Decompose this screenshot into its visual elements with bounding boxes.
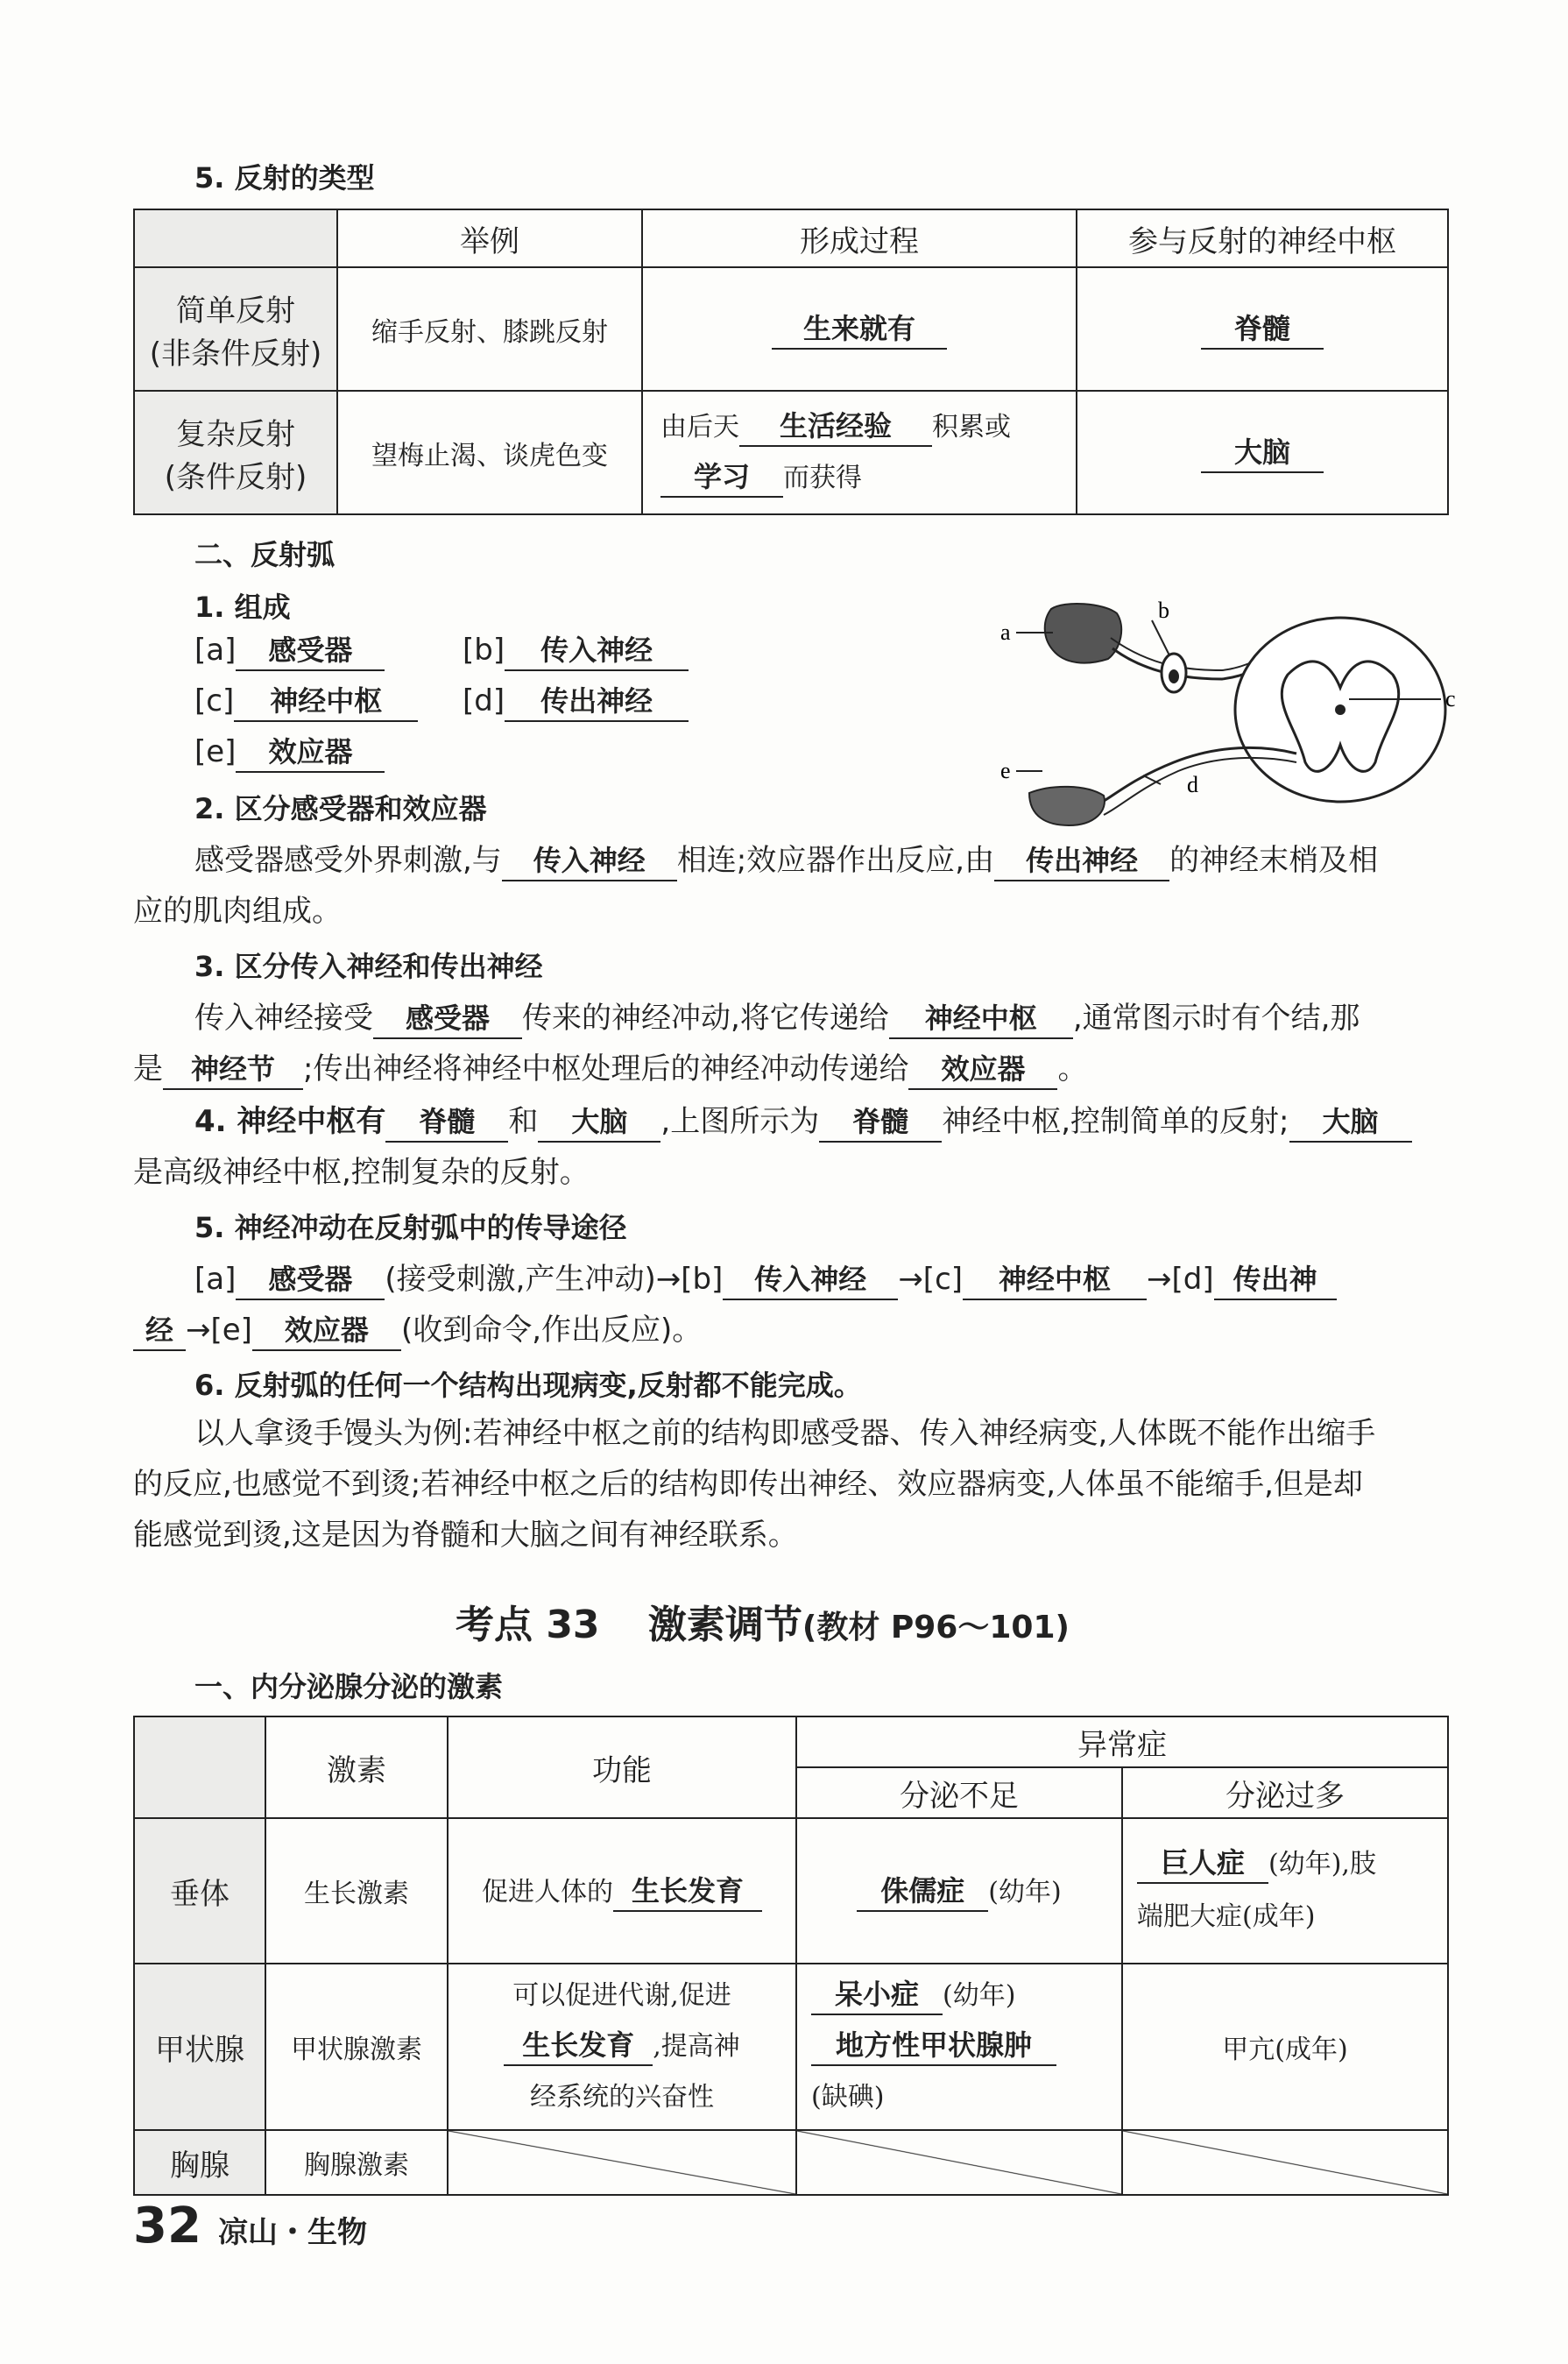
label: [b]: [463, 633, 505, 668]
section-title: 5. 反射的类型: [194, 161, 375, 195]
label: [d]: [463, 683, 505, 718]
gland-thyroid: 甲状腺: [134, 1964, 265, 2130]
hormone-cell: 胸腺激素: [265, 2130, 448, 2195]
text: ,上图所示为: [660, 1104, 820, 1139]
textbook-ref: (教材 P96～101): [802, 1610, 1070, 1646]
text: 是: [133, 1051, 163, 1086]
answer: 大脑: [1289, 1102, 1412, 1143]
answer: 效应器: [252, 1311, 401, 1351]
text: 相连;效应器作出反应,由: [676, 843, 995, 878]
footer: [133, 2198, 367, 2254]
paragraph: [194, 1095, 1412, 1148]
header-example: 举例: [337, 209, 642, 267]
example-cell: 望梅止渴、谈虎色变: [337, 391, 642, 514]
paragraph: 能感觉到烫,这是因为脊髓和大脑之间有神经联系。: [133, 1518, 798, 1553]
answer: 学习: [660, 457, 783, 498]
receptor-skin: [1045, 604, 1121, 663]
diagram-label-d: d: [1187, 772, 1198, 797]
answer: 传入神经: [502, 841, 677, 881]
text: 神经中枢,控制简单的反射;: [942, 1104, 1289, 1139]
answer: 传出神经: [505, 682, 689, 722]
type-name: 复杂反射: [176, 416, 295, 452]
answer: 脊髓: [1201, 309, 1324, 350]
row-type-simple: [134, 267, 337, 391]
component-c: [194, 675, 418, 727]
subsection-title: 6. 反射弧的任何一个结构出现病变,反射都不能完成。: [194, 1369, 862, 1402]
function-cell: [448, 1964, 796, 2130]
text: ,提高神: [653, 2031, 740, 2062]
text: 经系统的兴奋性: [530, 2082, 714, 2113]
paragraph: [194, 1253, 1337, 1306]
header-high: 分泌过多: [1122, 1767, 1448, 1818]
pointer-b: [1152, 620, 1169, 655]
book-name: 凉山・生物: [218, 2215, 368, 2250]
diagonal-cell: [796, 2130, 1122, 2195]
label: [a]: [194, 633, 237, 668]
answer: 神经中枢: [963, 1260, 1147, 1300]
subsection-title: 3. 区分传入神经和传出神经: [194, 950, 543, 983]
diagonal-cell: [448, 2130, 796, 2195]
hormone-table: [133, 1716, 1449, 2196]
section-heading: 二、反射弧: [194, 538, 335, 571]
answer: 巨人症: [1137, 1844, 1268, 1884]
diagram-label-b: b: [1158, 598, 1169, 623]
answer: 神经中枢: [889, 999, 1073, 1039]
component-d: [463, 675, 689, 727]
low-cell: [796, 1818, 1122, 1964]
diagonal-cell: [1122, 2130, 1448, 2195]
text: →[e]: [186, 1313, 252, 1348]
subsection-title: 1. 组成: [194, 591, 291, 624]
hormone-cell: 生长激素: [265, 1818, 448, 1964]
header-hormone: 激素: [265, 1716, 448, 1818]
label: [e]: [194, 734, 237, 769]
central-canal: [1335, 704, 1346, 715]
text: [a]: [194, 1262, 237, 1297]
text: 的神经末梢及相: [1169, 843, 1379, 878]
answer: 脊髓: [385, 1102, 508, 1143]
text: 端肥大症(成年): [1137, 1901, 1316, 1932]
answer: 生活经验: [739, 407, 932, 447]
paragraph: 应的肌肉组成。: [133, 894, 342, 929]
label: [c]: [194, 683, 235, 718]
key-point-number: 考点 33: [456, 1603, 600, 1647]
key-point-title: [456, 1593, 1070, 1649]
row-type-complex: [134, 391, 337, 514]
answer: 感受器: [236, 1260, 385, 1300]
corner-cell: [134, 1716, 265, 1818]
component-b: [463, 624, 689, 676]
text: ,通常图示时有个结,那: [1072, 1001, 1360, 1036]
answer: 大脑: [538, 1102, 660, 1143]
paragraph: 的反应,也感觉不到烫;若神经中枢之后的结构即传出神经、效应器病变,人体虽不能缩手,但是却: [133, 1467, 1363, 1502]
reflex-type-table: [133, 209, 1449, 515]
text: 4. 神经中枢有: [194, 1104, 386, 1139]
answer: 感受器: [236, 631, 385, 671]
type-sub: (非条件反射): [149, 336, 322, 372]
key-point-name: 激素调节: [647, 1603, 802, 1647]
answer: 效应器: [236, 733, 385, 773]
component-e: [194, 725, 385, 778]
text: →[c]: [898, 1262, 964, 1297]
subsection-title: 5. 神经冲动在反射弧中的传导途径: [194, 1211, 627, 1244]
text: 传入神经接受: [194, 1001, 373, 1036]
reflex-arc-diagram: [999, 596, 1472, 832]
answer: 呆小症: [811, 1975, 943, 2015]
text: 。: [1057, 1051, 1088, 1086]
text: (收到命令,作出反应)。: [400, 1313, 703, 1348]
diagram-label-c: c: [1445, 686, 1456, 711]
effector-muscle: [1029, 787, 1105, 825]
header-function: 功能: [448, 1716, 796, 1818]
header-center: 参与反射的神经中枢: [1077, 209, 1448, 267]
header-low: 分泌不足: [796, 1767, 1122, 1818]
process-cell: [642, 391, 1077, 514]
diagram-label-e: e: [1000, 758, 1011, 783]
answer: 神经节: [163, 1050, 303, 1090]
section-heading: 一、内分泌腺分泌的激素: [194, 1670, 504, 1703]
text: 积累或: [932, 411, 1011, 442]
answer: 生来就有: [772, 309, 947, 350]
answer: 效应器: [908, 1050, 1057, 1090]
answer: 传出神经: [994, 841, 1169, 881]
high-cell: 甲亢(成年): [1122, 1964, 1448, 2130]
header-process: 形成过程: [642, 209, 1077, 267]
text: 传来的神经冲动,将它传递给: [522, 1001, 889, 1036]
text: →[d]: [1147, 1262, 1214, 1297]
answer: 感受器: [373, 999, 522, 1039]
text: 可以促进代谢,促进: [512, 1980, 731, 2011]
paragraph: 是高级神经中枢,控制复杂的反射。: [133, 1155, 590, 1190]
answer: 传入神经: [505, 631, 689, 671]
function-cell: [448, 1818, 796, 1964]
process-cell: [642, 267, 1077, 391]
corner-cell: [134, 209, 337, 267]
paragraph: [133, 1304, 702, 1356]
text: 感受器感受外界刺激,与: [194, 843, 502, 878]
text: 由后天: [660, 411, 739, 442]
center-cell: [1077, 267, 1448, 391]
paragraph: [194, 834, 1378, 887]
answer: 神经中枢: [234, 682, 418, 722]
paragraph: 以人拿烫手馒头为例:若神经中枢之前的结构即感受器、传入神经病变,人体既不能作出缩手: [194, 1416, 1376, 1451]
answer: 生长发育: [504, 2026, 653, 2066]
paragraph: [194, 992, 1360, 1044]
low-cell: [796, 1964, 1122, 2130]
text: (缺碘): [811, 2082, 885, 2113]
page-number: 32: [133, 2198, 201, 2254]
type-name: 简单反射: [176, 293, 295, 329]
component-a: [194, 624, 385, 676]
text: (幼年),肢: [1268, 1849, 1376, 1879]
subsection-title: 2. 区分感受器和效应器: [194, 792, 487, 825]
high-cell: [1122, 1818, 1448, 1964]
text: 和: [508, 1104, 539, 1139]
header-abnormal: 异常症: [796, 1716, 1448, 1767]
answer: 大脑: [1201, 433, 1324, 473]
text: ;传出神经将神经中枢处理后的神经冲动传递给: [303, 1051, 909, 1086]
text: 而获得: [783, 462, 862, 493]
answer: 地方性甲状腺肿: [811, 2026, 1056, 2066]
answer: 经: [133, 1311, 186, 1351]
text: 促进人体的: [482, 1877, 613, 1907]
example-cell: 缩手反射、膝跳反射: [337, 267, 642, 391]
hormone-cell: 甲状腺激素: [265, 1964, 448, 2130]
answer: 侏儒症: [857, 1872, 988, 1912]
ganglion-body: [1169, 669, 1179, 683]
pointer-d: [1143, 775, 1161, 784]
gland-pituitary: 垂体: [134, 1818, 265, 1964]
text: (幼年): [943, 1980, 1016, 2011]
answer: 传入神经: [723, 1260, 898, 1300]
gland-thymus: 胸腺: [134, 2130, 265, 2195]
answer: 传出神: [1214, 1260, 1337, 1300]
diagram-label-a: a: [1000, 619, 1011, 645]
answer: 脊髓: [819, 1102, 942, 1143]
center-cell: [1077, 391, 1448, 514]
text: (接受刺激,产生冲动)→[b]: [385, 1262, 724, 1297]
type-sub: (条件反射): [164, 459, 307, 495]
text: (幼年): [988, 1877, 1062, 1907]
paragraph: [133, 1043, 1087, 1095]
answer: 生长发育: [613, 1872, 762, 1912]
